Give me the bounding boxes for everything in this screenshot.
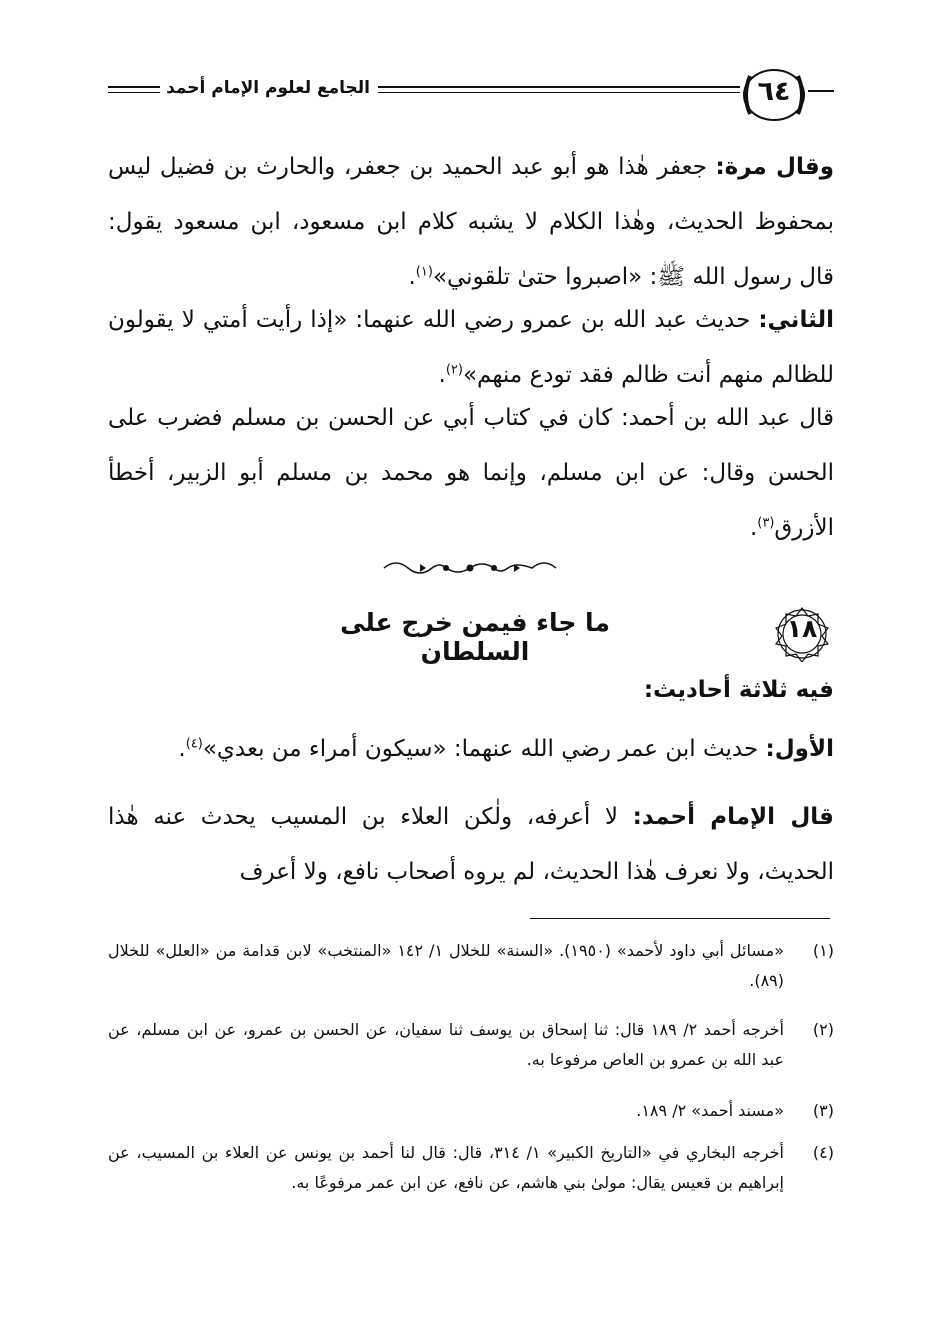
paragraph-6-text: لا أعرفه، ولٰكن العلاء بن المسيب يحدث عنه هٰذا الحديث، ولا نعرف هٰذا الحديث، لم يروه أصحاب نافع، ولا أعرف [108,804,834,885]
paragraph-5-end: . [178,736,186,762]
paragraph-2-text: حديث عبد الله بن عمرو رضي الله عنهما: «إذا رأيت أمتي لا يقولون للظالم منهم أنت ظالم فقد تودع منهم» [108,307,834,388]
header-rule-right-thin [378,92,740,93]
paragraph-1-text: جعفر هٰذا هو أبو عبد الحميد بن جعفر، والحارث بن فضيل ليس بمحفوظ الحديث، وهٰذا الكلام لا يشبه كلام ابن مسعود، ابن مسعود يقول: قال رسول الله ﷺ: «اصبروا حتىٰ تلقوني» [108,154,834,290]
footnote-text: أخرجه البخاري في «التاريخ الكبير» ١/ ٣١٤، قال: قال لنا أحمد بن يونس عن العلاء بن المسيب، عن إبراهيم بن قعيس يقال: مولىٰ بني هاشم، عن نافع، عن ابن عمر مرفوعًا به. [108,1143,784,1192]
header-rule-edge [808,90,834,92]
paragraph-5-text: حديث ابن عمر رضي الله عنهما: «سيكون أمراء من بعدي» [202,736,766,762]
paragraph-4 [108,663,834,718]
footnote-ref-2: (٢) [445,362,463,378]
footnote-ref-4: (٤) [185,736,203,752]
paragraph-5 [108,722,834,777]
footnote-4 [108,1138,834,1198]
paragraph-4-text: فيه ثلاثة أحاديث: [643,677,834,703]
paragraph-2-lead: الثاني: [758,307,834,333]
footnote-text: «مسند أحمد» ٢/ ١٨٩. [636,1101,784,1120]
footnote-separator [530,918,830,919]
paragraph-6 [108,790,834,900]
footnote-number: (٤) [812,1143,834,1162]
footnote-ref-3: (٣) [757,515,775,531]
footnote-1 [108,936,834,996]
header-rule-right [378,86,740,88]
paragraph-3-text: قال عبد الله بن أحمد: كان في كتاب أبي عن الحسن بن مسلم فضرب على الحسن وقال: عن ابن مسلم، وإنما هو محمد بن مسلم أبو الزبير، أخطأ الأزرق [108,405,834,541]
chapter-number: ١٨ [786,614,818,643]
paragraph-3 [108,391,834,556]
paragraph-2 [108,293,834,403]
footnote-ref-1: (١) [415,264,433,280]
running-title: الجامع لعلوم الإمام أحمد [166,78,370,98]
footnote-2 [108,1015,834,1075]
footnote-number: (١) [812,941,834,960]
chapter-title: ما جاء فيمن خرج على السلطان [340,608,610,666]
paragraph-2-end: . [438,362,446,388]
footnote-text: «مسائل أبي داود لأحمد» (١٩٥٠). «السنة» للخلال ١/ ١٤٢ «المنتخب» لابن قدامة من «العلل» للخلال (٨٩). [108,941,784,990]
section-divider-ornament-icon [380,556,560,580]
footnote-number: (٢) [812,1020,834,1039]
paragraph-5-lead: الأول: [765,736,834,762]
header-rule-left [108,86,160,88]
footnote-3 [108,1096,834,1126]
paragraph-1-lead: وقال مرة: [715,154,834,180]
page-number: ٦٤ [757,76,791,107]
paragraph-1 [108,140,834,305]
paragraph-6-lead: قال الإمام أحمد: [632,804,834,830]
paragraph-1-end: . [408,264,416,290]
paragraph-3-end: . [749,515,758,541]
header-rule-left-thin [108,92,160,93]
footnote-number: (٣) [812,1101,834,1120]
footnote-text: أخرجه أحمد ٢/ ١٨٩ قال: ثنا إسحاق بن يوسف ثنا سفيان، عن الحسن بن عمرو، عن ابن مسلم، عن عبد الله بن عمرو بن العاص مرفوعا به. [108,1020,784,1069]
